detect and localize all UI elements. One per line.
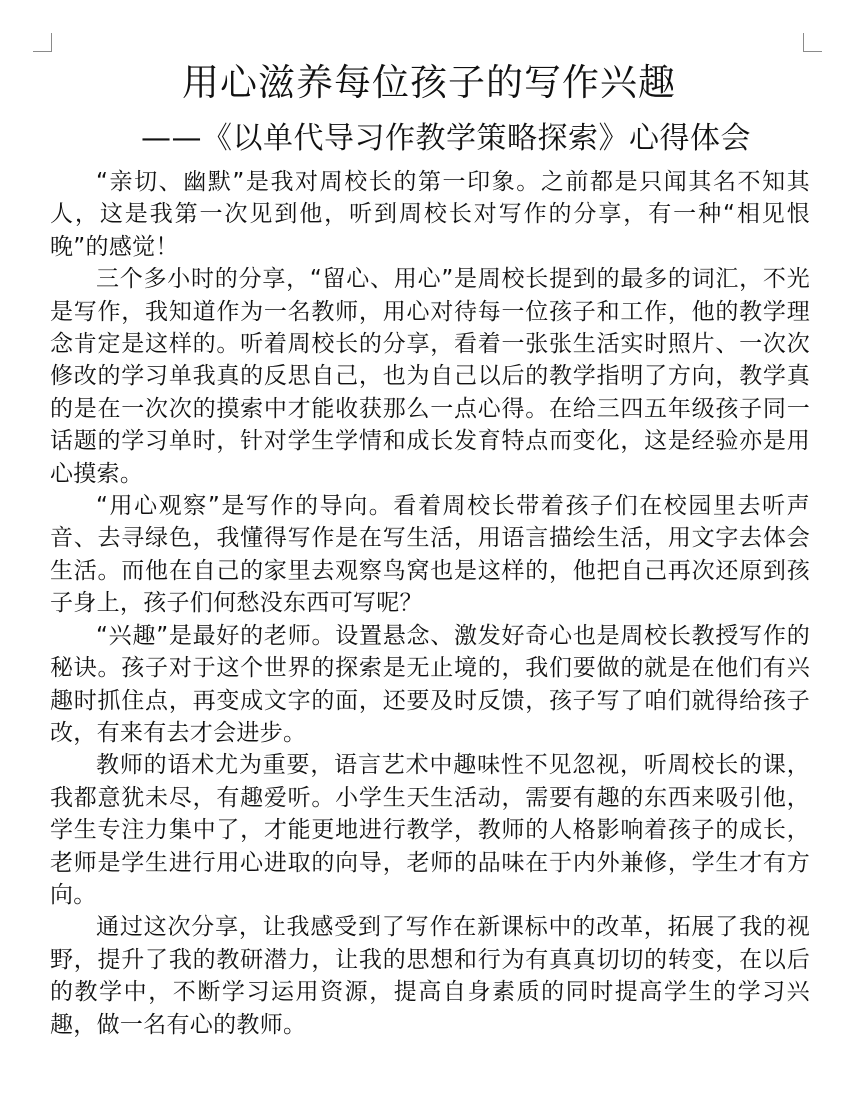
crop-mark-top-right bbox=[803, 33, 822, 52]
document-title: 用心滋养每位孩子的写作兴趣 bbox=[182, 61, 676, 104]
paragraph-2: 三个多小时的分享，“留心、用心”是周校长提到的最多的词汇，不光是写作，我知道作为一名教师，用心对待每一位孩子和工作，他的教学理念肯定是这样的。听着周校长的分享，看着一张张生活实时照片、一次次修改的学习单我真的反思自己，也为自己以后的教学指明了方向，教学真的是在一次次的摸索中才能收获那么一点心得。在给三四五年级孩子同一话题的学习单时，针对学生学情和成长发育特点而变化，这是经验亦是用心摸索。 bbox=[50, 266, 810, 487]
paragraph-4: “兴趣”是最好的老师。设置悬念、激发好奇心也是周校长教授写作的秘诀。孩子对于这个世界的探索是无止境的，我们要做的就是在他们有兴趣时抓住点，再变成文字的面，还要及时反馈，孩子写了咱们就得给孩子改，有来有去才会进步。 bbox=[50, 622, 810, 746]
document-body bbox=[50, 166, 810, 1041]
crop-mark-top-left bbox=[33, 33, 52, 52]
document-subtitle: ——《以单代导习作教学策略探索》心得体会 bbox=[141, 121, 751, 156]
paragraph-3: “用心观察”是写作的导向。看着周校长带着孩子们在校园里去听声音、去寻绿色，我懂得写作是在写生活，用语言描绘生活，用文字去体会生活。而他在自己的家里去观察鸟窝也是这样的，他把自己再次还原到孩子身上，孩子们何愁没东西可写呢？ bbox=[50, 493, 810, 617]
paragraph-5: 教师的语术尤为重要，语言艺术中趣味性不见忽视，听周校长的课，我都意犹未尽，有趣爱听。小学生天生活动，需要有趣的东西来吸引他，学生专注力集中了，才能更地进行教学，教师的人格影响着孩子的成长，老师是学生进行用心进取的向导，老师的品味在于内外兼修，学生才有方向。 bbox=[50, 752, 810, 908]
paragraph-1: “亲切、幽默”是我对周校长的第一印象。之前都是只闻其名不知其人，这是我第一次见到他，听到周校长对写作的分享，有一种“相见恨晚”的感觉！ bbox=[50, 169, 810, 260]
paragraph-6: 通过这次分享，让我感受到了写作在新课标中的改革，拓展了我的视野，提升了我的教研潜力，让我的思想和行为有真真切切的转变，在以后的教学中，不断学习运用资源，提高自身素质的同时提高学生的学习兴趣，做一名有心的教师。 bbox=[50, 914, 810, 1038]
